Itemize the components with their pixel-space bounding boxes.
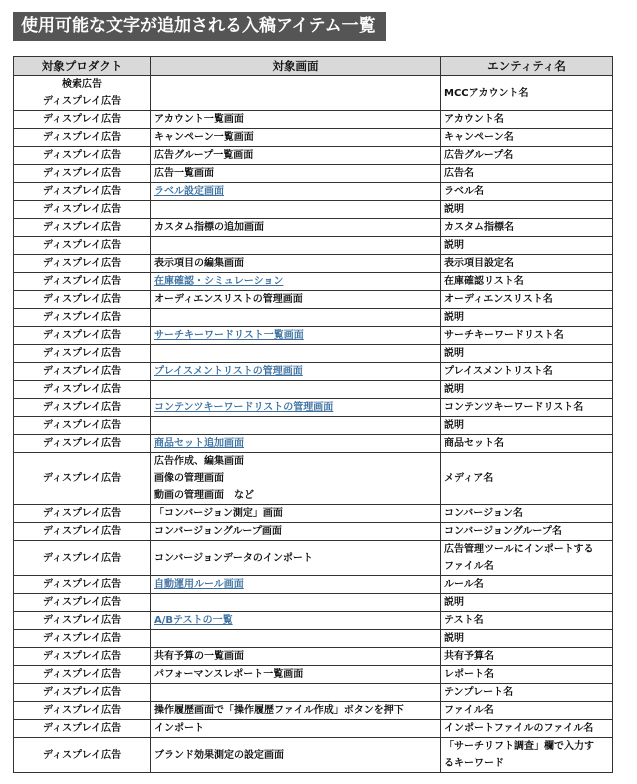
cell-product — [14, 612, 151, 630]
screen-link[interactable]: A/Bテストの一覧 — [154, 615, 233, 626]
cell-product-text: ディスプレイ広告 — [42, 168, 122, 179]
cell-entity-text: 共有予算名 — [444, 651, 494, 662]
cell-entity — [441, 576, 613, 594]
cell-screen — [151, 594, 441, 612]
cell-product-text: ディスプレイ広告 — [42, 384, 122, 395]
table-row — [14, 76, 613, 111]
cell-product — [14, 576, 151, 594]
cell-product-text: ディスプレイ広告 — [42, 402, 122, 413]
cell-screen — [151, 129, 441, 147]
cell-product — [14, 345, 151, 363]
cell-product — [14, 435, 151, 453]
cell-entity-text: るキーワード — [444, 758, 504, 769]
cell-product-text: 検索広告 — [62, 79, 102, 90]
cell-screen — [151, 666, 441, 684]
cell-product — [14, 309, 151, 327]
cell-product — [14, 327, 151, 345]
table-row — [14, 111, 613, 129]
cell-entity — [441, 453, 613, 505]
cell-screen — [151, 381, 441, 399]
header-product: 対象プロダクト — [14, 57, 151, 76]
table-row — [14, 505, 613, 523]
table-row — [14, 201, 613, 219]
cell-entity-text: ルール名 — [444, 579, 484, 590]
cell-product — [14, 237, 151, 255]
cell-screen — [151, 576, 441, 594]
cell-entity-text: 「サーチリフト調査」欄で入力す — [444, 741, 594, 752]
cell-product — [14, 594, 151, 612]
cell-screen — [151, 648, 441, 666]
cell-screen-text: 共有予算の一覧画面 — [154, 651, 244, 662]
cell-entity — [441, 702, 613, 720]
cell-screen — [151, 345, 441, 363]
cell-screen — [151, 76, 441, 111]
cell-product-text: ディスプレイ広告 — [42, 312, 122, 323]
cell-entity — [441, 363, 613, 381]
table-row — [14, 541, 613, 576]
cell-product — [14, 255, 151, 273]
table-row — [14, 523, 613, 541]
table-row — [14, 165, 613, 183]
cell-entity — [441, 541, 613, 576]
cell-screen — [151, 453, 441, 505]
cell-product-text: ディスプレイ広告 — [42, 633, 122, 644]
table-row — [14, 345, 613, 363]
cell-product — [14, 738, 151, 773]
cell-entity-text: 説明 — [444, 597, 464, 608]
cell-screen — [151, 255, 441, 273]
table-row — [14, 702, 613, 720]
cell-entity-text: ラベル名 — [444, 186, 484, 197]
cell-entity-text: テスト名 — [444, 615, 484, 626]
cell-entity-text: インポートファイルのファイル名 — [444, 723, 594, 734]
cell-product — [14, 201, 151, 219]
cell-entity — [441, 129, 613, 147]
cell-product-text: ディスプレイ広告 — [42, 749, 122, 761]
table-row — [14, 183, 613, 201]
cell-screen-text: キャンペーン一覧画面 — [154, 132, 254, 143]
cell-screen-text: カスタム指標の追加画面 — [154, 222, 264, 233]
cell-entity — [441, 345, 613, 363]
cell-product-text: ディスプレイ広告 — [42, 294, 122, 305]
cell-entity — [441, 237, 613, 255]
cell-entity — [441, 523, 613, 541]
cell-entity — [441, 273, 613, 291]
cell-entity — [441, 255, 613, 273]
table-row — [14, 363, 613, 381]
cell-entity-text: 説明 — [444, 240, 464, 251]
cell-entity-text: カスタム指標名 — [444, 222, 514, 233]
screen-link[interactable]: 商品セット追加画面 — [154, 438, 244, 449]
cell-entity — [441, 201, 613, 219]
cell-screen — [151, 165, 441, 183]
cell-screen — [151, 684, 441, 702]
table-row — [14, 684, 613, 702]
cell-screen-text: コンバージョングループ画面 — [154, 526, 282, 537]
cell-product-text: ディスプレイ広告 — [42, 114, 122, 125]
cell-screen — [151, 541, 441, 576]
cell-product — [14, 648, 151, 666]
cell-entity-text: 説明 — [444, 633, 464, 644]
cell-screen — [151, 219, 441, 237]
cell-entity — [441, 381, 613, 399]
cell-screen — [151, 630, 441, 648]
cell-product — [14, 111, 151, 129]
cell-screen — [151, 612, 441, 630]
cell-product-text: ディスプレイ広告 — [42, 96, 122, 107]
cell-entity-text: 説明 — [444, 384, 464, 395]
table-row — [14, 327, 613, 345]
cell-screen-text: パフォーマンスレポート一覧画面 — [154, 669, 304, 680]
table-row — [14, 453, 613, 505]
table-row — [14, 612, 613, 630]
screen-link[interactable]: サーチキーワードリスト一覧画面 — [154, 330, 304, 341]
cell-entity-text: 表示項目設定名 — [444, 258, 514, 269]
cell-product-text: ディスプレイ広告 — [42, 473, 122, 484]
cell-product-text: ディスプレイ広告 — [42, 687, 122, 698]
table-row — [14, 255, 613, 273]
cell-entity-text: 広告名 — [444, 168, 474, 179]
cell-screen — [151, 523, 441, 541]
cell-product — [14, 273, 151, 291]
cell-screen — [151, 720, 441, 738]
cell-product — [14, 129, 151, 147]
cell-entity-text: ファイル名 — [444, 561, 494, 572]
cell-entity — [441, 594, 613, 612]
table-row — [14, 147, 613, 165]
cell-product-text: ディスプレイ広告 — [42, 526, 122, 537]
cell-product — [14, 684, 151, 702]
cell-entity — [441, 630, 613, 648]
table-row — [14, 219, 613, 237]
cell-product-text: ディスプレイ広告 — [42, 330, 122, 341]
cell-screen-text: ブランド効果測定の設定画面 — [154, 749, 284, 761]
cell-product — [14, 291, 151, 309]
cell-screen — [151, 399, 441, 417]
cell-entity — [441, 612, 613, 630]
table-row — [14, 273, 613, 291]
cell-product-text: ディスプレイ広告 — [42, 276, 122, 287]
cell-entity — [441, 666, 613, 684]
table-row — [14, 381, 613, 399]
table-row — [14, 738, 613, 773]
cell-product — [14, 702, 151, 720]
cell-entity-text: 商品セット名 — [444, 438, 504, 449]
cell-product-text: ディスプレイ広告 — [42, 348, 122, 359]
cell-screen-text: 画像の管理画面 — [154, 473, 224, 484]
cell-entity-text: メディア名 — [444, 473, 494, 484]
cell-product — [14, 147, 151, 165]
cell-screen — [151, 702, 441, 720]
cell-screen-text: 「コンバージョン測定」画面 — [154, 508, 283, 519]
cell-product-text: ディスプレイ広告 — [42, 705, 122, 716]
entry-items-table — [13, 56, 613, 773]
table-row — [14, 648, 613, 666]
table-row — [14, 399, 613, 417]
cell-product — [14, 183, 151, 201]
cell-screen — [151, 327, 441, 345]
cell-entity-text: オーディエンスリスト名 — [444, 294, 553, 305]
cell-screen — [151, 363, 441, 381]
cell-product-text: ディスプレイ広告 — [42, 651, 122, 662]
cell-entity — [441, 648, 613, 666]
table-row — [14, 129, 613, 147]
cell-entity — [441, 76, 613, 111]
cell-product-text: ディスプレイ広告 — [42, 669, 122, 680]
cell-product-text: ディスプレイ広告 — [42, 186, 122, 197]
cell-entity-text: 説明 — [444, 420, 464, 431]
page-title: 使用可能な文字が追加される入稿アイテム一覧 — [13, 12, 386, 41]
cell-screen-text: オーディエンスリストの管理画面 — [154, 294, 303, 305]
cell-screen — [151, 291, 441, 309]
table-row — [14, 594, 613, 612]
cell-entity — [441, 417, 613, 435]
cell-entity-text: 説明 — [444, 348, 464, 359]
cell-product-text: ディスプレイ広告 — [42, 240, 122, 251]
cell-entity — [441, 684, 613, 702]
cell-screen — [151, 273, 441, 291]
cell-product-text: ディスプレイ広告 — [42, 579, 122, 590]
cell-product — [14, 453, 151, 505]
cell-entity — [441, 399, 613, 417]
cell-entity-text: 広告グループ名 — [444, 150, 514, 161]
cell-entity-text: 説明 — [444, 312, 464, 323]
cell-entity — [441, 147, 613, 165]
cell-product-text: ディスプレイ広告 — [42, 366, 122, 377]
screen-link[interactable]: コンテンツキーワードリストの管理画面 — [154, 402, 334, 413]
cell-product — [14, 399, 151, 417]
cell-entity-text: キャンペーン名 — [444, 132, 514, 143]
cell-entity-text: アカウント名 — [444, 114, 504, 125]
cell-screen-text: コンバージョンデータのインポート — [154, 552, 313, 564]
table-row — [14, 417, 613, 435]
cell-product-text: ディスプレイ広告 — [42, 552, 122, 564]
cell-entity-text: プレイスメントリスト名 — [444, 366, 553, 377]
table-row — [14, 666, 613, 684]
cell-entity-text: テンプレート名 — [444, 687, 514, 698]
cell-screen-text: 広告グループ一覧画面 — [154, 150, 254, 161]
cell-product-text: ディスプレイ広告 — [42, 723, 122, 734]
cell-screen-text: アカウント一覧画面 — [154, 114, 244, 125]
screen-link[interactable]: ラベル設定画面 — [154, 186, 224, 197]
cell-product — [14, 219, 151, 237]
cell-entity-text: コンバージョングループ名 — [444, 526, 562, 537]
cell-entity — [441, 435, 613, 453]
cell-screen — [151, 147, 441, 165]
cell-product-text: ディスプレイ広告 — [42, 615, 122, 626]
cell-product-text: ディスプレイ広告 — [42, 132, 122, 143]
cell-screen-text: 広告一覧画面 — [154, 168, 214, 179]
cell-entity-text: レポート名 — [444, 669, 494, 680]
table-row — [14, 291, 613, 309]
cell-product-text: ディスプレイ広告 — [42, 420, 122, 431]
table-header-row — [14, 57, 613, 76]
screen-link[interactable]: 在庫確認・シミュレーション — [154, 276, 284, 287]
cell-product-text: ディスプレイ広告 — [42, 597, 122, 608]
cell-product-text: ディスプレイ広告 — [42, 150, 122, 161]
cell-entity — [441, 327, 613, 345]
cell-screen-text: 操作履歴画面で「操作履歴ファイル作成」ボタンを押下 — [154, 705, 404, 716]
cell-entity-text: 在庫確認リスト名 — [444, 276, 524, 287]
cell-product — [14, 505, 151, 523]
cell-entity — [441, 720, 613, 738]
cell-product — [14, 541, 151, 576]
cell-entity — [441, 111, 613, 129]
table-row — [14, 309, 613, 327]
cell-product-text: ディスプレイ広告 — [42, 204, 122, 215]
cell-screen — [151, 237, 441, 255]
cell-screen-text: 表示項目の編集画面 — [154, 258, 244, 269]
cell-screen — [151, 201, 441, 219]
cell-screen — [151, 738, 441, 773]
cell-entity — [441, 165, 613, 183]
cell-product-text: ディスプレイ広告 — [42, 258, 122, 269]
cell-entity — [441, 219, 613, 237]
cell-product — [14, 381, 151, 399]
cell-product — [14, 720, 151, 738]
cell-product — [14, 666, 151, 684]
cell-screen — [151, 505, 441, 523]
cell-entity-text: コンテンツキーワードリスト名 — [444, 402, 584, 413]
cell-entity-text: コンバージョン名 — [444, 508, 523, 519]
table-row — [14, 720, 613, 738]
cell-screen — [151, 309, 441, 327]
cell-screen-text: 広告作成、編集画面 — [154, 456, 244, 467]
cell-product-text: ディスプレイ広告 — [42, 222, 122, 233]
header-entity: エンティティ名 — [441, 57, 613, 76]
cell-product — [14, 165, 151, 183]
cell-product-text: ディスプレイ広告 — [42, 508, 122, 519]
cell-entity-text: MCCアカウント名 — [444, 87, 529, 99]
table-row — [14, 630, 613, 648]
cell-product — [14, 417, 151, 435]
screen-link[interactable]: プレイスメントリストの管理画面 — [154, 366, 303, 377]
table-row — [14, 576, 613, 594]
cell-screen — [151, 111, 441, 129]
cell-screen — [151, 417, 441, 435]
cell-product — [14, 76, 151, 111]
cell-screen-text: 動画の管理画面 など — [154, 490, 254, 501]
cell-entity — [441, 291, 613, 309]
cell-entity — [441, 183, 613, 201]
cell-entity — [441, 505, 613, 523]
cell-screen-text: インポート — [154, 723, 204, 734]
table-row — [14, 237, 613, 255]
cell-entity — [441, 309, 613, 327]
cell-product — [14, 630, 151, 648]
cell-entity — [441, 738, 613, 773]
cell-product-text: ディスプレイ広告 — [42, 438, 122, 449]
table-row — [14, 435, 613, 453]
cell-entity-text: 広告管理ツールにインポートする — [444, 544, 594, 555]
screen-link[interactable]: 自動運用ルール画面 — [154, 579, 244, 590]
cell-product — [14, 363, 151, 381]
cell-screen — [151, 183, 441, 201]
cell-screen — [151, 435, 441, 453]
cell-product — [14, 523, 151, 541]
cell-entity-text: サーチキーワードリスト名 — [444, 330, 564, 341]
cell-entity-text: ファイル名 — [444, 705, 494, 716]
cell-entity-text: 説明 — [444, 204, 464, 215]
header-screen: 対象画面 — [151, 57, 441, 76]
